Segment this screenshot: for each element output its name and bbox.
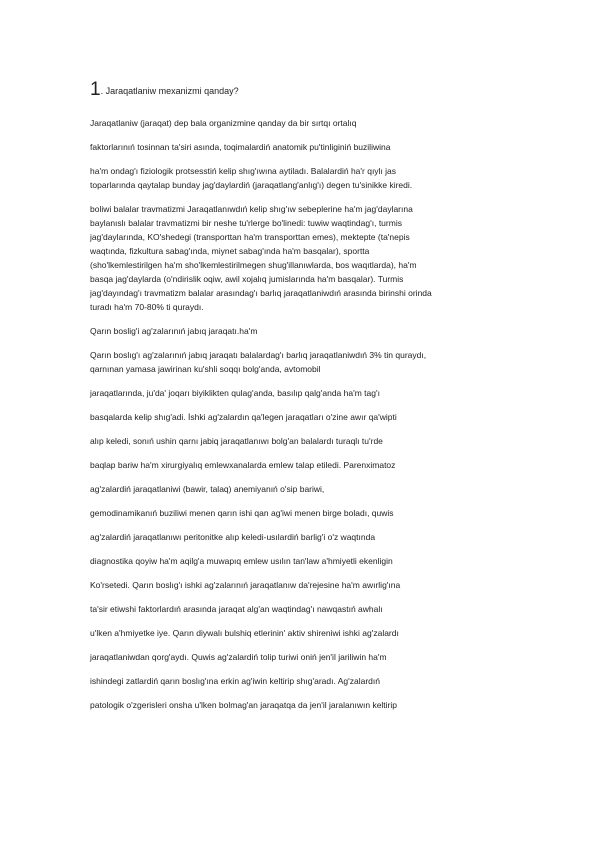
paragraph-line: ta'sir etiwshi faktorlardıń arasında jaraqat alg'an waqtindag'ı nawqastıń awhalı bbox=[90, 604, 383, 614]
paragraph-line: ishindegi zatlardiń qarın boslıg'ına erkin ag'iwin keltirip shıg'aradı. Ag'zalardıń bbox=[90, 676, 380, 686]
paragraph-line: u'lken a'hmiyetke iye. Qarın diywalı bulshiq etlerinin' aktiv shireniwi ishki ag'zalardı bbox=[90, 628, 399, 638]
question-heading bbox=[90, 80, 239, 101]
paragraph-line: jaraqatlarında, ju'da' joqarı biyiklikten qulag'anda, basılıp qalg'anda ha'm tag'ı bbox=[90, 388, 380, 398]
paragraph-line: diagnostika qoyiw ha'm aqilg'a muwapıq emlew usılın tan'law a'hmiyetli ekenligin bbox=[90, 556, 393, 566]
paragraph-line: basqa jag'daylarda (o'ndirislik oqiw, awil xojalıq jumislarında ha'm basqalar). Turmis bbox=[90, 274, 404, 284]
paragraph-line: ag'zalardiń jaraqatlanıwı peritonitke alıp keledi-usılardiń barlig'i o'z waqtında bbox=[90, 532, 376, 542]
paragraph-line: Qarın boslig'i ag'zalarınıń jabıq jaraqatı.ha'm bbox=[90, 326, 258, 336]
paragraph-line: waqtında, fizkultura sabag'ında, miynet sabag'ında ha'm basqalar), sportta bbox=[90, 246, 370, 256]
paragraph-line: boliwi balalar travmatizmi Jaraqatlanıwdıń kelip shıg'ıw sebeplerine ha'm jag'daylarına bbox=[90, 204, 413, 214]
paragraph-line: jaraqatlaniwdan qorg'aydı. Quwis ag'zalardiń tolip turiwi oniń jen'il jariliwin ha'm bbox=[90, 652, 387, 662]
paragraph-line: Qarın boslıg'ı ag'zalarınıń jabıq jaraqatı balalardag'ı barlıq jaraqatlaniwdıń 3% tin quraydı, bbox=[90, 350, 427, 360]
paragraph-line: patologik o'zgerisleri onsha u'lken bolmag'an jaraqatqa da jen'il jaralanıwın keltirip bbox=[90, 700, 398, 710]
paragraph-line: ha'm ondag'ı fiziologik protsesstiń kelip shıg'ıwına aytiladı. Balalardiń ha'r qıylı jas bbox=[90, 166, 397, 176]
paragraph-line: faktorlarınıń tosinnan ta'siri asında, toqimalardiń anatomik pu'tinliginiń buziliwina bbox=[90, 142, 391, 152]
paragraph-line: gemodinamikanıń buziliwi menen qarın ishi qan ag'iwi menen birge boladı, quwis bbox=[90, 508, 394, 518]
paragraph-line: Jaraqatlaniw (jaraqat) dep bala organizmine qanday da bir sırtqı ortalıq bbox=[90, 118, 357, 128]
paragraph-line: jag'daylarında, KO'shedegi (transporttan ha'm transporttan emes), mektepte (ta'nepis bbox=[90, 232, 410, 242]
paragraph-line: basqalarda kelip shıg'adi. İshki ag'zalardın qa'legen jaraqatları o'zine awır qa'wipti bbox=[90, 412, 397, 422]
paragraph-line: baqlap bariw ha'm xirurgiyalıq emlewxanalarda emlew talap etiledi. Parenximatoz bbox=[90, 460, 396, 470]
paragraph-line: turadı ha'm 70-80% ti quraydı. bbox=[90, 302, 204, 312]
paragraph-line: jag'dayındag'ı travmatizm balalar arasındag'ı barlıq jaraqatlaniwdıń arasında birinshi orinda bbox=[90, 288, 432, 298]
paragraph-line: toparlarında qaytalap bunday jag'daylardiń (jaraqatlang'anlıg'ı) degen tu'sinikke kiredi. bbox=[90, 180, 413, 190]
paragraph-line: alıp keledi, sonıń ushin qarnı jabiq jaraqatlanıwı bolg'an balalardı turaqlı tu'rde bbox=[90, 436, 383, 446]
paragraph-line: baylanıslı balalar travmatizmi bir neshe tu'rlerge bo'linedi: tuwiw waqtindag'ı, turmis bbox=[90, 218, 402, 228]
paragraph-line: qarnınan yamasa jawirinan ku'shli soqqı bolg'anda, avtomobil bbox=[90, 364, 321, 374]
paragraph-line: (sho'lkemlestirilgen ha'm sho'lkemlestirilmegen shug'illanıwlarda, bos waqıtlarda), ha'm bbox=[90, 260, 417, 270]
paragraph-line: ag'zalardiń jaraqatlaniwi (bawir, talaq) anemiyanıń o'sip bariwi, bbox=[90, 484, 325, 494]
heading-text: . Jaraqatlaniw mexanizmi qanday? bbox=[100, 86, 239, 96]
paragraph-line: Ko'rsetedi. Qarın boslıg'ı ishki ag'zalarınıń jaraqatlanıw da'rejesine ha'm awırlig'ına bbox=[90, 580, 401, 590]
heading-number: 1 bbox=[90, 79, 101, 100]
